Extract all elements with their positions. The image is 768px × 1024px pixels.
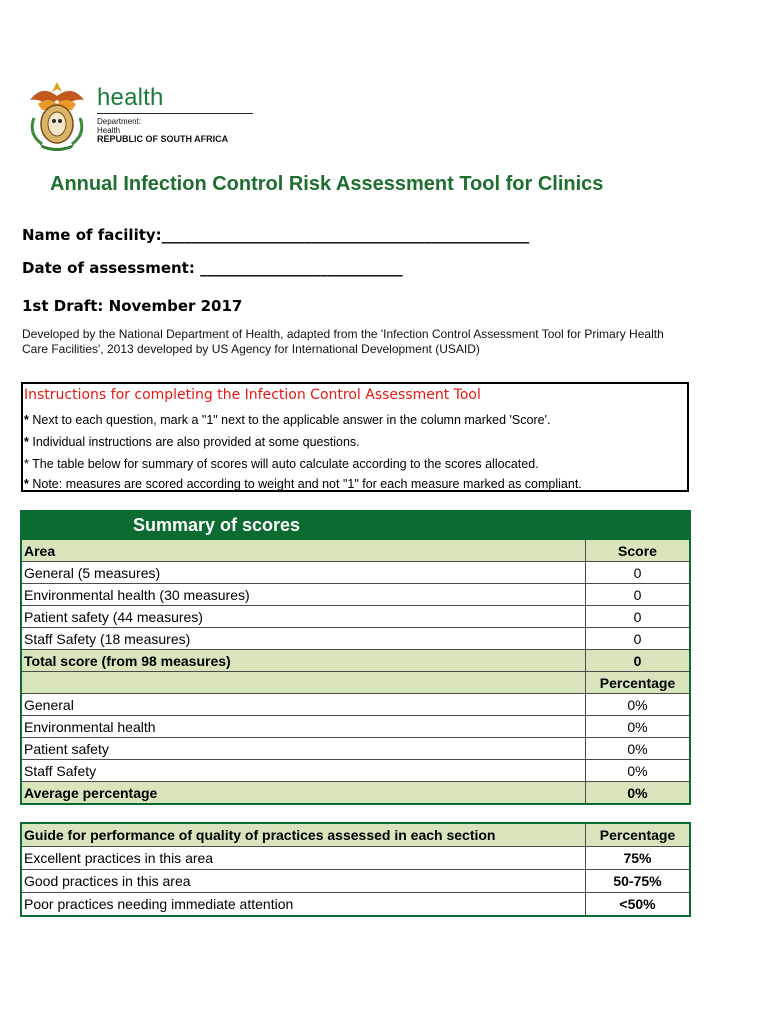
- table-row: [21, 893, 690, 917]
- bullet-marker: *: [24, 435, 29, 449]
- assessment-date-field[interactable]: Date of assessment: ___________________________: [22, 259, 403, 277]
- percentage-cell: 0%: [586, 694, 691, 716]
- table-row: [21, 738, 690, 760]
- performance-guide-table: [20, 822, 691, 917]
- instruction-item: * The table below for summary of scores will auto calculate according to the scores allocated.: [24, 457, 539, 471]
- logo-health-line: Health: [97, 126, 121, 135]
- threshold-cell: 75%: [586, 847, 691, 870]
- table-row: [21, 870, 690, 893]
- table-row: [21, 562, 690, 584]
- average-percentage-label: Average percentage: [21, 782, 586, 805]
- guide-percentage-header: Percentage: [586, 823, 691, 847]
- area-header: Area: [21, 540, 586, 562]
- bullet-marker: *: [24, 457, 29, 471]
- facility-name-field[interactable]: Name of facility:_________________________________________________: [22, 226, 530, 244]
- threshold-cell: <50%: [586, 893, 691, 917]
- table-row: [21, 760, 690, 782]
- score-cell[interactable]: 0: [586, 628, 691, 650]
- row-label: Good practices in this area: [21, 870, 586, 893]
- summary-caption: Summary of scores: [21, 511, 690, 540]
- development-note: Developed by the National Department of Health, adapted from the 'Infection Control Assessment Tool for Primary Health Care Facilities', 2013 developed by US Agency for International Development (USAID): [22, 327, 664, 356]
- row-label: Staff Safety (18 measures): [21, 628, 586, 650]
- page-title: Annual Infection Control Risk Assessment Tool for Clinics: [50, 173, 604, 195]
- instruction-item: * Next to each question, mark a "1" next to the applicable answer in the column marked 'Score'.: [24, 413, 551, 427]
- table-row: [21, 694, 690, 716]
- summary-table: [20, 510, 691, 805]
- total-score-label: Total score (from 98 measures): [21, 650, 586, 672]
- threshold-cell: 50-75%: [586, 870, 691, 893]
- draft-label: 1st Draft: November 2017: [22, 297, 243, 315]
- score-cell[interactable]: 0: [586, 606, 691, 628]
- score-cell[interactable]: 0: [586, 562, 691, 584]
- instruction-item: * Individual instructions are also provided at some questions.: [24, 435, 360, 449]
- bullet-marker: *: [24, 413, 29, 427]
- row-label: Environmental health: [21, 716, 586, 738]
- instructions-box: [21, 382, 689, 492]
- logo-wordmark: health: [97, 84, 164, 111]
- logo-country-line: REPUBLIC OF SOUTH AFRICA: [97, 134, 229, 144]
- table-row: [21, 584, 690, 606]
- table-row: [21, 628, 690, 650]
- total-score-value: 0: [586, 650, 691, 672]
- row-label: Poor practices needing immediate attention: [21, 893, 586, 917]
- row-label: General (5 measures): [21, 562, 586, 584]
- bullet-marker: *: [24, 477, 29, 491]
- row-label: Excellent practices in this area: [21, 847, 586, 870]
- logo-divider: [97, 113, 253, 114]
- percentage-cell: 0%: [586, 760, 691, 782]
- table-row: [21, 847, 690, 870]
- row-label: General: [21, 694, 586, 716]
- table-row: [21, 716, 690, 738]
- row-label: Patient safety (44 measures): [21, 606, 586, 628]
- percentage-cell: 0%: [586, 716, 691, 738]
- row-label: Patient safety: [21, 738, 586, 760]
- percentage-header: Percentage: [586, 672, 691, 694]
- row-label: Staff Safety: [21, 760, 586, 782]
- average-percentage-value: 0%: [586, 782, 691, 805]
- instruction-item: * Note: measures are scored according to weight and not "1" for each measure marked as compliant.: [24, 477, 582, 491]
- coat-of-arms-icon: [24, 78, 90, 152]
- instructions-title: Instructions for completing the Infection Control Assessment Tool: [24, 387, 481, 403]
- logo-department-line: Department:: [97, 117, 142, 126]
- score-header: Score: [586, 540, 691, 562]
- guide-header: Guide for performance of quality of practices assessed in each section: [21, 823, 586, 847]
- score-cell[interactable]: 0: [586, 584, 691, 606]
- empty-cell: [21, 672, 586, 694]
- row-label: Environmental health (30 measures): [21, 584, 586, 606]
- table-row: [21, 606, 690, 628]
- percentage-cell: 0%: [586, 738, 691, 760]
